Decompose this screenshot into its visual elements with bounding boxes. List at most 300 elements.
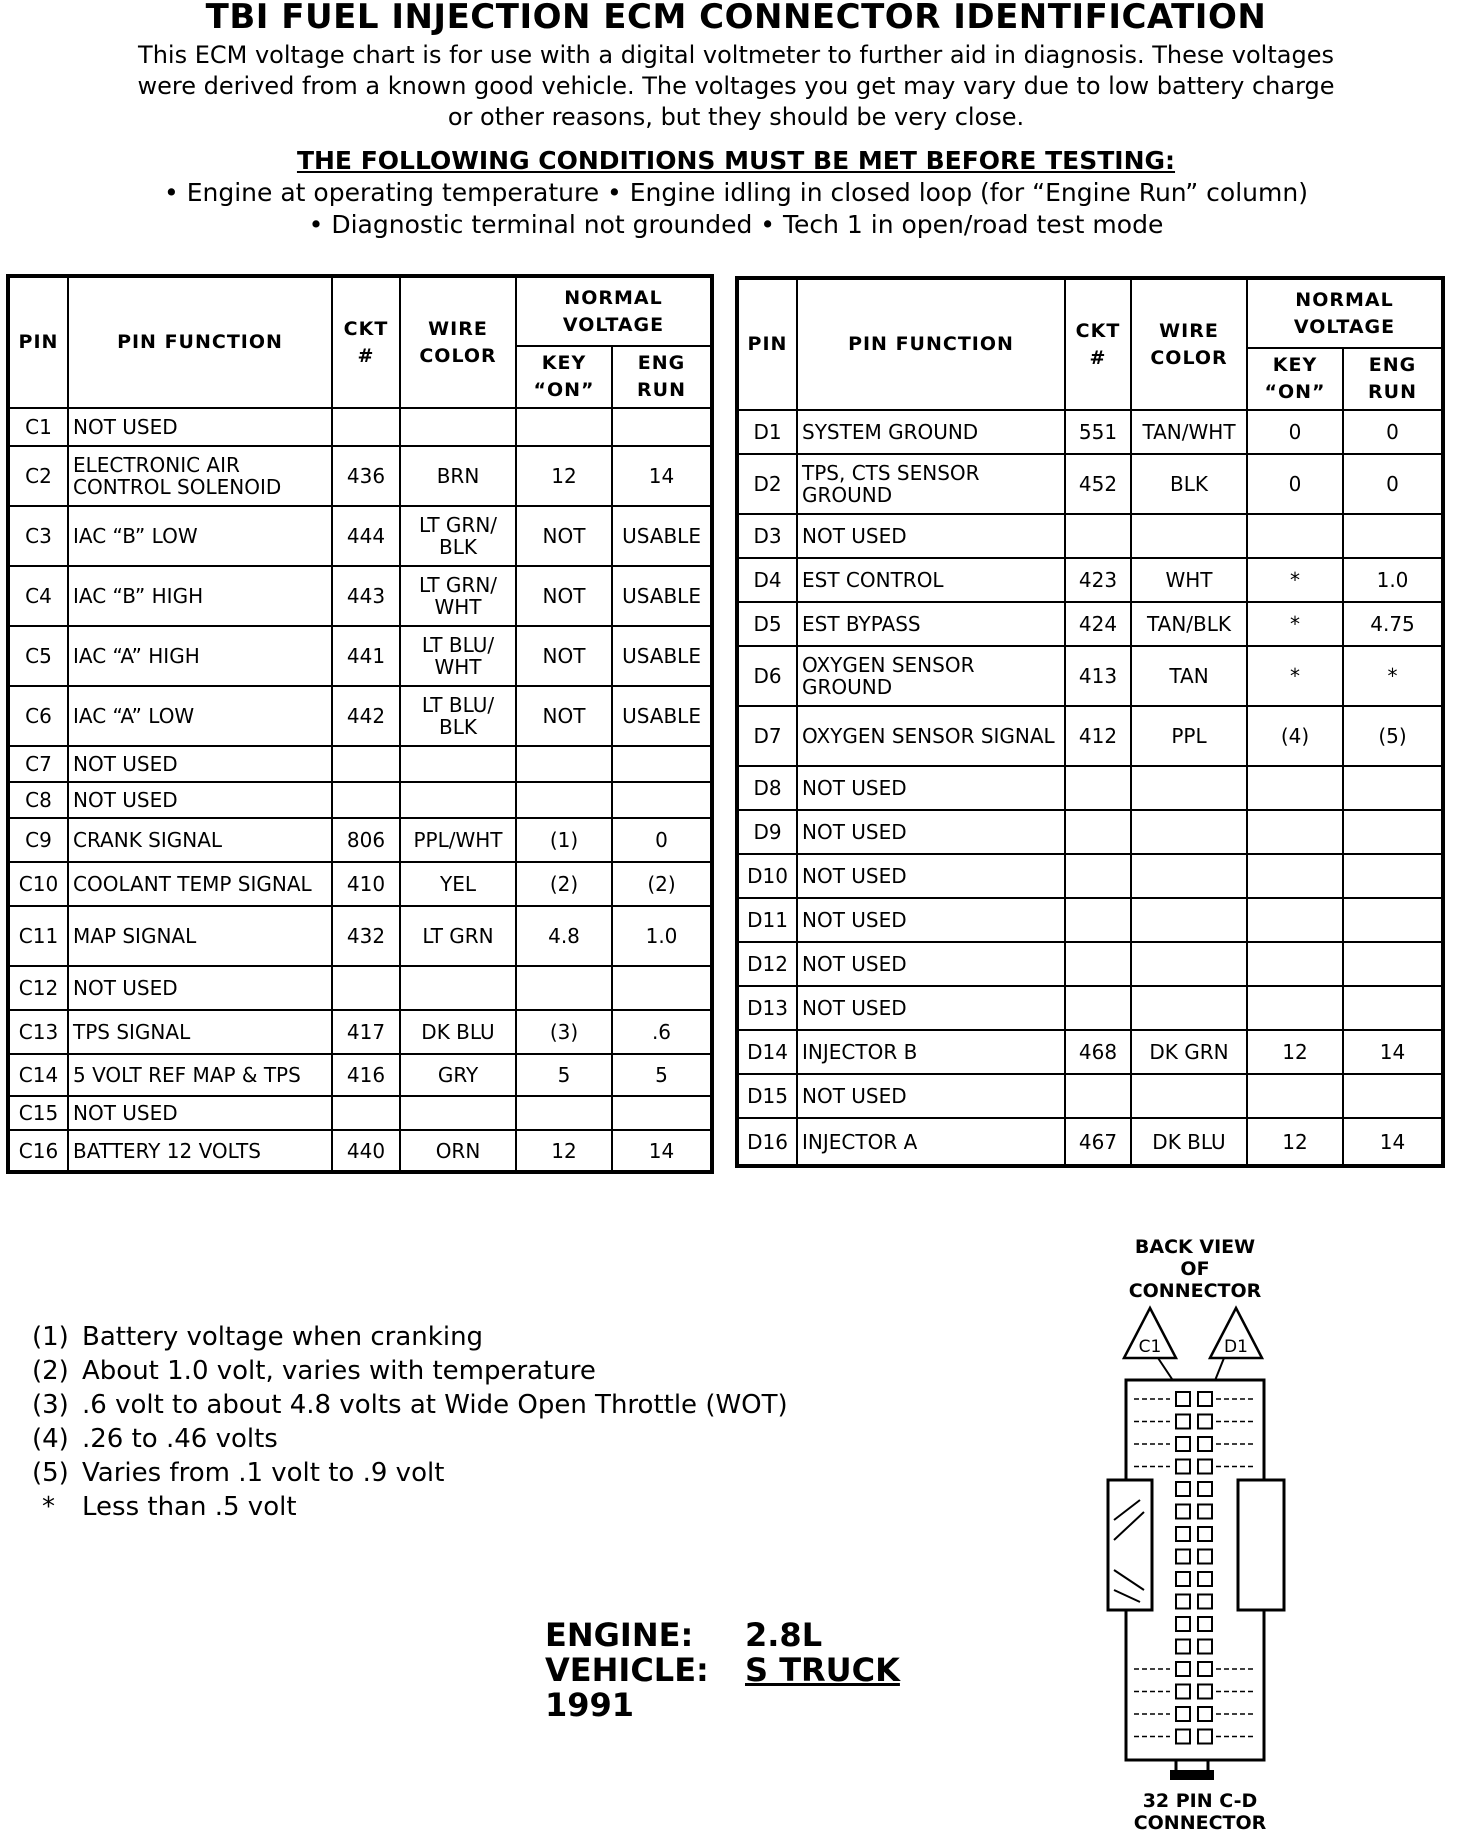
wire-color-cell: TAN/WHT xyxy=(1131,410,1247,454)
ckt-cell: 443 xyxy=(332,566,400,626)
ckt-cell: 442 xyxy=(332,686,400,746)
eng-run-cell xyxy=(612,966,712,1010)
key-on-cell xyxy=(516,782,612,818)
connector-label-line: CONNECTOR xyxy=(1133,1812,1267,1834)
pin-cell: C2 xyxy=(8,446,68,506)
table-row xyxy=(737,1030,1443,1074)
ckt-cell: 441 xyxy=(332,626,400,686)
pin-cell: D10 xyxy=(737,854,797,898)
ckt-cell: 413 xyxy=(1065,646,1131,706)
eng-run-cell xyxy=(612,746,712,782)
vehicle-label: VEHICLE: xyxy=(545,1651,709,1689)
conditions-heading: THE FOLLOWING CONDITIONS MUST BE MET BEFORE TESTING: xyxy=(296,146,1176,175)
wire-color-cell: YEL xyxy=(400,862,516,906)
connector-pin xyxy=(1198,1662,1212,1676)
wire-color-cell: ORN xyxy=(400,1130,516,1172)
pin-function-cell: ELECTRONIC AIR CONTROL SOLENOID xyxy=(68,446,332,506)
eng-run-cell xyxy=(1343,854,1443,898)
eng-run-cell: .6 xyxy=(612,1010,712,1054)
engine-label: ENGINE: xyxy=(545,1616,694,1654)
eng-run-cell: 1.0 xyxy=(1343,558,1443,602)
pin-function-cell: TPS SIGNAL xyxy=(68,1010,332,1054)
footnote xyxy=(32,1388,788,1422)
eng-run-cell: 0 xyxy=(612,818,712,862)
key-on-cell: 0 xyxy=(1247,454,1343,514)
normal-voltage-header: NORMAL VOLTAGE xyxy=(516,276,712,346)
pin-cell: D5 xyxy=(737,602,797,646)
pin-function-cell: OXYGEN SENSOR GROUND xyxy=(797,646,1065,706)
key-on-cell: (4) xyxy=(1247,706,1343,766)
pin-function-cell: SYSTEM GROUND xyxy=(797,410,1065,454)
key-on-cell: NOT xyxy=(516,626,612,686)
wire-color-cell: DK BLU xyxy=(1131,1118,1247,1166)
pin-function-cell: NOT USED xyxy=(797,898,1065,942)
connector-label-line: CONNECTOR xyxy=(1128,1280,1262,1302)
connector-pin xyxy=(1176,1505,1190,1519)
footnote-key: (2) xyxy=(32,1356,69,1386)
wire-color-cell: LT GRN/ BLK xyxy=(400,506,516,566)
wire-color-cell: LT GRN xyxy=(400,906,516,966)
intro-line: or other reasons, but they should be very close. xyxy=(447,103,1025,131)
wire-color-cell xyxy=(400,746,516,782)
wire-color-cell: TAN/BLK xyxy=(1131,602,1247,646)
connector-pin xyxy=(1176,1617,1190,1631)
eng-run-cell: 5 xyxy=(612,1054,712,1096)
intro-line: This ECM voltage chart is for use with a digital voltmeter to further aid in diagnosis. These voltages xyxy=(138,41,1334,69)
pin-cell: C15 xyxy=(8,1096,68,1130)
footnote xyxy=(32,1490,788,1524)
ckt-cell: 424 xyxy=(1065,602,1131,646)
eng-run-cell: 0 xyxy=(1343,410,1443,454)
pin-cell: C3 xyxy=(8,506,68,566)
key-on-cell: 12 xyxy=(516,446,612,506)
eng-run-cell: 14 xyxy=(612,1130,712,1172)
key-on-cell: 12 xyxy=(516,1130,612,1172)
pin-cell: C7 xyxy=(8,746,68,782)
connector-pin xyxy=(1176,1527,1190,1541)
pin-function-cell: IAC “A” LOW xyxy=(68,686,332,746)
connector-pin xyxy=(1176,1707,1190,1721)
pin-cell: D15 xyxy=(737,1074,797,1118)
wire-color-cell: PPL/WHT xyxy=(400,818,516,862)
conditions-line: • Diagnostic terminal not grounded • Tech 1 in open/road test mode xyxy=(308,210,1164,239)
wire-color-cell: DK BLU xyxy=(400,1010,516,1054)
pin-function-cell: IAC “A” HIGH xyxy=(68,626,332,686)
wire-color-cell xyxy=(1131,898,1247,942)
table-row xyxy=(8,782,712,818)
table-row xyxy=(737,810,1443,854)
connector-pin xyxy=(1176,1595,1190,1609)
key-on-cell xyxy=(1247,942,1343,986)
pin-function-cell: COOLANT TEMP SIGNAL xyxy=(68,862,332,906)
table-row xyxy=(8,1054,712,1096)
pin-cell: D12 xyxy=(737,942,797,986)
eng-run-cell: 14 xyxy=(1343,1030,1443,1074)
table-row xyxy=(737,558,1443,602)
eng-run-cell xyxy=(1343,986,1443,1030)
ckt-cell: 416 xyxy=(332,1054,400,1096)
eng-run-cell xyxy=(612,408,712,446)
key-on-cell xyxy=(516,1096,612,1130)
pin-cell: D8 xyxy=(737,766,797,810)
wire-color-cell xyxy=(1131,514,1247,558)
intro-line: were derived from a known good vehicle. The voltages you get may vary due to low battery charge xyxy=(137,72,1335,100)
ckt-cell xyxy=(1065,986,1131,1030)
engine-info xyxy=(545,1618,900,1723)
pin-cell: D7 xyxy=(737,706,797,766)
footnote xyxy=(32,1456,788,1490)
table-row xyxy=(737,942,1443,986)
pin-function-cell: 5 VOLT REF MAP & TPS xyxy=(68,1054,332,1096)
connector-pin xyxy=(1176,1482,1190,1496)
connector-pin xyxy=(1198,1730,1212,1744)
footnote-text: Battery voltage when cranking xyxy=(82,1322,484,1352)
ckt-cell xyxy=(1065,854,1131,898)
footnote xyxy=(32,1422,788,1456)
pin-cell: C6 xyxy=(8,686,68,746)
connector-pin xyxy=(1198,1482,1212,1496)
key-on-cell: 0 xyxy=(1247,410,1343,454)
footnote-key: (4) xyxy=(32,1424,69,1454)
footnote xyxy=(32,1354,788,1388)
pin-function-cell: NOT USED xyxy=(797,766,1065,810)
eng-run-cell xyxy=(1343,1074,1443,1118)
key-on-cell xyxy=(1247,766,1343,810)
pin-function-cell: CRANK SIGNAL xyxy=(68,818,332,862)
eng-run-cell: 1.0 xyxy=(612,906,712,966)
footnote-key: * xyxy=(42,1492,55,1522)
wire-color-cell xyxy=(1131,854,1247,898)
ckt-cell: 410 xyxy=(332,862,400,906)
pin-cell: C14 xyxy=(8,1054,68,1096)
eng-run-cell xyxy=(1343,514,1443,558)
footnote-text: .26 to .46 volts xyxy=(82,1424,278,1454)
pin-cell: C1 xyxy=(8,408,68,446)
wire-color-cell: BRN xyxy=(400,446,516,506)
table-row xyxy=(737,854,1443,898)
key-on-cell: (2) xyxy=(516,862,612,906)
ckt-cell: 436 xyxy=(332,446,400,506)
ckt-cell xyxy=(332,1096,400,1130)
pin-cell: D13 xyxy=(737,986,797,1030)
table-row xyxy=(737,602,1443,646)
pin-function-cell: NOT USED xyxy=(797,1074,1065,1118)
pin-cell: C12 xyxy=(8,966,68,1010)
eng-run-cell xyxy=(1343,766,1443,810)
eng-run-cell xyxy=(1343,942,1443,986)
key-on-cell xyxy=(516,746,612,782)
pin-function-cell: NOT USED xyxy=(68,966,332,1010)
connector-pin xyxy=(1176,1392,1190,1406)
vehicle-value: S TRUCK xyxy=(745,1651,900,1689)
wire-color-cell xyxy=(400,966,516,1010)
c-connector-table xyxy=(6,274,714,1174)
ckt-cell xyxy=(1065,942,1131,986)
ckt-cell xyxy=(1065,898,1131,942)
key-on-cell xyxy=(516,408,612,446)
eng-run-header: ENG RUN xyxy=(612,346,712,408)
connector-pin xyxy=(1198,1640,1212,1654)
connector-label-line: 32 PIN C-D xyxy=(1142,1790,1258,1812)
connector-pin xyxy=(1176,1415,1190,1429)
pin-function-cell: NOT USED xyxy=(68,782,332,818)
pin-cell: D3 xyxy=(737,514,797,558)
ckt-cell xyxy=(332,782,400,818)
wire-color-cell: LT BLU/ BLK xyxy=(400,686,516,746)
footnote-key: (3) xyxy=(32,1390,69,1420)
year: 1991 xyxy=(545,1686,635,1724)
eng-run-cell xyxy=(1343,810,1443,854)
table-row xyxy=(8,408,712,446)
wire-color-cell xyxy=(1131,986,1247,1030)
c1-marker-label: C1 xyxy=(1138,1337,1162,1357)
pin-function-cell: EST BYPASS xyxy=(797,602,1065,646)
eng-run-cell xyxy=(612,1096,712,1130)
pin-function-cell: BATTERY 12 VOLTS xyxy=(68,1130,332,1172)
connector-pin xyxy=(1198,1505,1212,1519)
table-row xyxy=(737,514,1443,558)
wire-color-cell: BLK xyxy=(1131,454,1247,514)
pin-cell: C4 xyxy=(8,566,68,626)
eng-run-cell: 14 xyxy=(612,446,712,506)
ckt-cell: 806 xyxy=(332,818,400,862)
pin-cell: C13 xyxy=(8,1010,68,1054)
table-row xyxy=(8,626,712,686)
pin-cell: D9 xyxy=(737,810,797,854)
connector-pin xyxy=(1198,1437,1212,1451)
wire-color-cell: TAN xyxy=(1131,646,1247,706)
table-row xyxy=(8,746,712,782)
key-on-cell: 4.8 xyxy=(516,906,612,966)
ckt-cell xyxy=(332,408,400,446)
footnotes xyxy=(32,1320,788,1524)
pin-cell: C11 xyxy=(8,906,68,966)
ckt-cell: 444 xyxy=(332,506,400,566)
ckt-header: CKT # xyxy=(1065,278,1131,410)
ckt-cell xyxy=(332,966,400,1010)
table-row xyxy=(737,1118,1443,1166)
table-row xyxy=(737,766,1443,810)
pin-function-cell: NOT USED xyxy=(797,810,1065,854)
pin-cell: D4 xyxy=(737,558,797,602)
key-on-cell xyxy=(1247,810,1343,854)
pin-function-cell: IAC “B” HIGH xyxy=(68,566,332,626)
key-on-cell: NOT xyxy=(516,566,612,626)
ckt-cell: 467 xyxy=(1065,1118,1131,1166)
engine-value: 2.8L xyxy=(745,1616,823,1654)
key-on-cell: * xyxy=(1247,646,1343,706)
wire-color-cell: DK GRN xyxy=(1131,1030,1247,1074)
ckt-cell: 412 xyxy=(1065,706,1131,766)
key-on-cell: 12 xyxy=(1247,1118,1343,1166)
wire-color-header: WIRE COLOR xyxy=(1131,278,1247,410)
connector-pin xyxy=(1198,1572,1212,1586)
key-on-cell: 12 xyxy=(1247,1030,1343,1074)
footnote-text: Less than .5 volt xyxy=(82,1492,297,1522)
key-on-cell: NOT xyxy=(516,686,612,746)
ckt-cell: 423 xyxy=(1065,558,1131,602)
table-row xyxy=(8,1096,712,1130)
eng-run-cell: USABLE xyxy=(612,626,712,686)
connector-pin xyxy=(1198,1527,1212,1541)
connector-pin xyxy=(1176,1437,1190,1451)
connector-pin xyxy=(1198,1550,1212,1564)
pin-cell: D14 xyxy=(737,1030,797,1074)
pin-cell: D6 xyxy=(737,646,797,706)
footnote-key: (1) xyxy=(32,1322,69,1352)
pin-function-cell: NOT USED xyxy=(797,514,1065,558)
ckt-cell xyxy=(1065,766,1131,810)
table-row xyxy=(8,906,712,966)
table-row xyxy=(8,1130,712,1172)
pin-header: PIN xyxy=(737,278,797,410)
eng-run-header: ENG RUN xyxy=(1343,348,1443,410)
connector-pin xyxy=(1198,1617,1212,1631)
pin-function-cell: OXYGEN SENSOR SIGNAL xyxy=(797,706,1065,766)
eng-run-cell: (2) xyxy=(612,862,712,906)
pin-cell: D16 xyxy=(737,1118,797,1166)
eng-run-cell: 4.75 xyxy=(1343,602,1443,646)
wire-color-cell: PPL xyxy=(1131,706,1247,766)
key-on-cell: (1) xyxy=(516,818,612,862)
connector-pin xyxy=(1176,1640,1190,1654)
pin-cell: D1 xyxy=(737,410,797,454)
key-on-cell xyxy=(1247,986,1343,1030)
pin-cell: C10 xyxy=(8,862,68,906)
table-row xyxy=(737,646,1443,706)
table-row xyxy=(8,966,712,1010)
connector-pin xyxy=(1176,1662,1190,1676)
eng-run-cell: (5) xyxy=(1343,706,1443,766)
pin-function-cell: INJECTOR A xyxy=(797,1118,1065,1166)
ckt-cell: 551 xyxy=(1065,410,1131,454)
footnote xyxy=(32,1320,788,1354)
pin-function-cell: IAC “B” LOW xyxy=(68,506,332,566)
pin-cell: C5 xyxy=(8,626,68,686)
pin-function-header: PIN FUNCTION xyxy=(797,278,1065,410)
pin-function-cell: NOT USED xyxy=(797,986,1065,1030)
table-row xyxy=(8,1010,712,1054)
connector-bottom-label xyxy=(1100,1790,1300,1834)
connector-top-label xyxy=(1110,1236,1280,1302)
connector-label-line: OF xyxy=(1180,1258,1210,1280)
wire-color-cell: LT BLU/ WHT xyxy=(400,626,516,686)
key-on-cell: NOT xyxy=(516,506,612,566)
key-on-cell xyxy=(516,966,612,1010)
table-row xyxy=(737,986,1443,1030)
ckt-cell xyxy=(1065,514,1131,558)
pin-header: PIN xyxy=(8,276,68,408)
connector-label-line: BACK VIEW xyxy=(1134,1236,1256,1258)
connector-diagram xyxy=(1100,1300,1300,1800)
key-on-cell: (3) xyxy=(516,1010,612,1054)
footnote-text: .6 volt to about 4.8 volts at Wide Open Throttle (WOT) xyxy=(82,1390,788,1420)
wire-color-cell: WHT xyxy=(1131,558,1247,602)
key-on-cell xyxy=(1247,1074,1343,1118)
footnote-key: (5) xyxy=(32,1458,69,1488)
ckt-cell xyxy=(1065,810,1131,854)
connector-pin xyxy=(1176,1460,1190,1474)
pin-function-cell: TPS, CTS SENSOR GROUND xyxy=(797,454,1065,514)
table-row xyxy=(8,566,712,626)
pin-cell: C9 xyxy=(8,818,68,862)
key-on-cell: * xyxy=(1247,602,1343,646)
table-row xyxy=(8,686,712,746)
connector-pin xyxy=(1198,1460,1212,1474)
ckt-cell: 452 xyxy=(1065,454,1131,514)
key-on-cell xyxy=(1247,514,1343,558)
table-row xyxy=(737,1074,1443,1118)
connector-pin xyxy=(1176,1685,1190,1699)
pin-function-header: PIN FUNCTION xyxy=(68,276,332,408)
key-on-header: KEY “ON” xyxy=(1247,348,1343,410)
eng-run-cell xyxy=(1343,898,1443,942)
table-row xyxy=(737,898,1443,942)
footnote-text: Varies from .1 volt to .9 volt xyxy=(82,1458,445,1488)
connector-pin xyxy=(1176,1572,1190,1586)
pin-cell: D11 xyxy=(737,898,797,942)
connector-pin xyxy=(1176,1730,1190,1744)
wire-color-cell xyxy=(1131,766,1247,810)
conditions-line: • Engine at operating temperature • Engine idling in closed loop (for “Engine Run” column) xyxy=(164,178,1308,207)
wire-color-cell xyxy=(1131,810,1247,854)
connector-pin xyxy=(1198,1392,1212,1406)
table-row xyxy=(737,706,1443,766)
key-on-cell: 5 xyxy=(516,1054,612,1096)
table-row xyxy=(8,506,712,566)
eng-run-cell: USABLE xyxy=(612,686,712,746)
ckt-header: CKT # xyxy=(332,276,400,408)
table-row xyxy=(737,410,1443,454)
intro-text xyxy=(70,40,1402,133)
table-row xyxy=(8,446,712,506)
d1-marker-label: D1 xyxy=(1224,1337,1248,1357)
wire-color-cell xyxy=(400,782,516,818)
connector-pin xyxy=(1198,1595,1212,1609)
wire-color-cell xyxy=(400,1096,516,1130)
connector-pin xyxy=(1198,1415,1212,1429)
pin-function-cell: NOT USED xyxy=(68,408,332,446)
key-on-cell xyxy=(1247,898,1343,942)
pin-function-cell: MAP SIGNAL xyxy=(68,906,332,966)
connector-pin xyxy=(1176,1550,1190,1564)
pin-function-cell: NOT USED xyxy=(68,1096,332,1130)
normal-voltage-header: NORMAL VOLTAGE xyxy=(1247,278,1443,348)
pin-cell: D2 xyxy=(737,454,797,514)
wire-color-cell xyxy=(1131,942,1247,986)
wire-color-cell xyxy=(1131,1074,1247,1118)
pin-function-cell: NOT USED xyxy=(68,746,332,782)
pin-cell: C8 xyxy=(8,782,68,818)
connector-pin xyxy=(1198,1707,1212,1721)
wire-color-cell: LT GRN/ WHT xyxy=(400,566,516,626)
pin-function-cell: NOT USED xyxy=(797,942,1065,986)
eng-run-cell: * xyxy=(1343,646,1443,706)
eng-run-cell: 14 xyxy=(1343,1118,1443,1166)
pin-function-cell: INJECTOR B xyxy=(797,1030,1065,1074)
key-on-header: KEY “ON” xyxy=(516,346,612,408)
pin-function-cell: NOT USED xyxy=(797,854,1065,898)
ckt-cell: 432 xyxy=(332,906,400,966)
ckt-cell xyxy=(1065,1074,1131,1118)
pin-cell: C16 xyxy=(8,1130,68,1172)
eng-run-cell: 0 xyxy=(1343,454,1443,514)
ckt-cell: 417 xyxy=(332,1010,400,1054)
ckt-cell: 440 xyxy=(332,1130,400,1172)
page-title: TBI FUEL INJECTION ECM CONNECTOR IDENTIFICATION xyxy=(205,0,1267,37)
wire-color-cell xyxy=(400,408,516,446)
eng-run-cell xyxy=(612,782,712,818)
